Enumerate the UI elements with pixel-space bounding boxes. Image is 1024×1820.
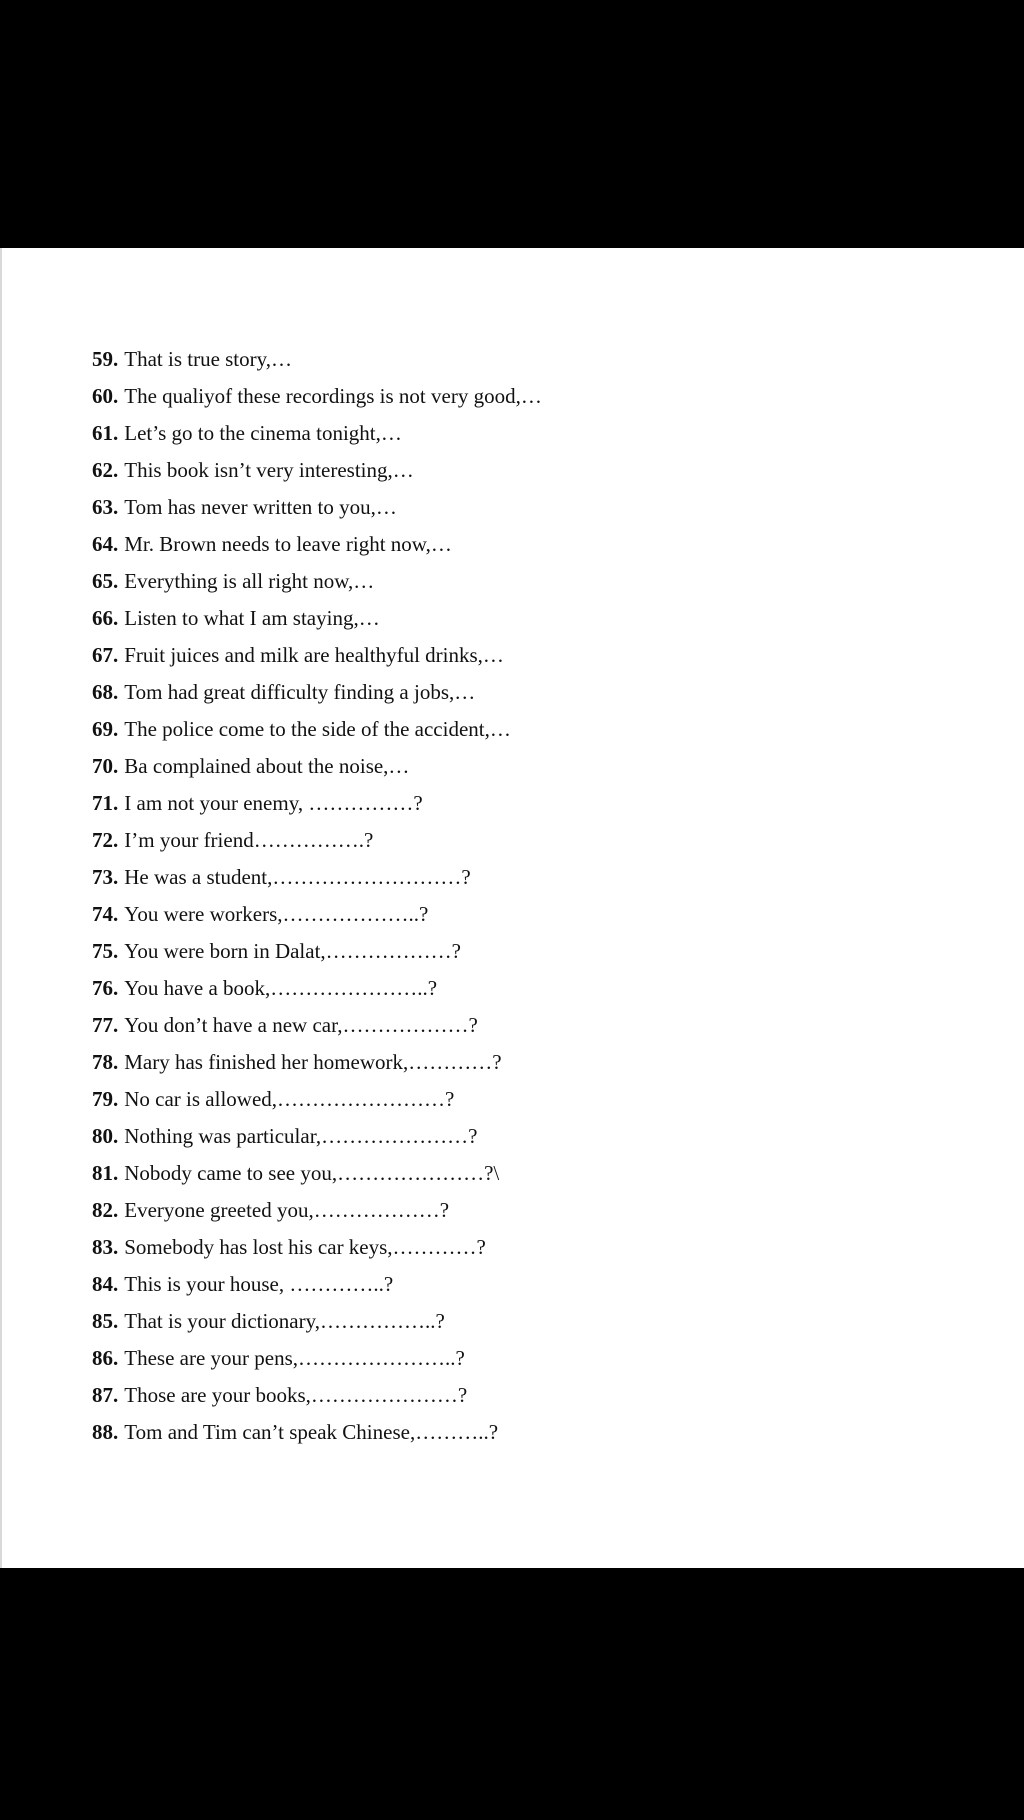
exercise-text: The police come to the side of the accident,… xyxy=(124,717,511,741)
exercise-text: Mr. Brown needs to leave right now,… xyxy=(124,532,452,556)
exercise-item xyxy=(92,970,542,1007)
exercise-item xyxy=(92,637,542,674)
exercise-item xyxy=(92,896,542,933)
exercise-number: 72. xyxy=(92,828,119,852)
exercise-text: Listen to what I am staying,… xyxy=(124,606,380,630)
exercise-number: 66. xyxy=(92,606,119,630)
exercise-text: These are your pens,…………………..? xyxy=(124,1346,465,1370)
exercise-number: 86. xyxy=(92,1346,119,1370)
exercise-number: 68. xyxy=(92,680,119,704)
exercise-item xyxy=(92,748,542,785)
document-page xyxy=(0,248,1024,1568)
exercise-text: Mary has finished her homework,…………? xyxy=(124,1050,502,1074)
exercise-number: 74. xyxy=(92,902,119,926)
exercise-item xyxy=(92,1266,542,1303)
exercise-text: You were workers,………………..? xyxy=(124,902,429,926)
exercise-number: 82. xyxy=(92,1198,119,1222)
exercise-number: 60. xyxy=(92,384,119,408)
exercise-item xyxy=(92,563,542,600)
exercise-text: That is true story,… xyxy=(124,347,293,371)
exercise-number: 71. xyxy=(92,791,119,815)
exercise-number: 78. xyxy=(92,1050,119,1074)
exercise-item xyxy=(92,1192,542,1229)
exercise-item xyxy=(92,1414,542,1451)
exercise-text: That is your dictionary,……………..? xyxy=(124,1309,445,1333)
exercise-item xyxy=(92,1118,542,1155)
exercise-text: Nothing was particular,…………………? xyxy=(124,1124,478,1148)
exercise-number: 79. xyxy=(92,1087,119,1111)
exercise-text: He was a student,………………………? xyxy=(124,865,471,889)
exercise-item xyxy=(92,822,542,859)
exercise-number: 63. xyxy=(92,495,119,519)
exercise-number: 70. xyxy=(92,754,119,778)
exercise-text: Tom and Tim can’t speak Chinese,………..? xyxy=(124,1420,499,1444)
exercise-item xyxy=(92,1303,542,1340)
exercise-list xyxy=(92,341,542,1451)
exercise-number: 87. xyxy=(92,1383,119,1407)
exercise-text: Tom has never written to you,… xyxy=(124,495,397,519)
exercise-text: You have a book,…………………..? xyxy=(124,976,438,1000)
exercise-number: 61. xyxy=(92,421,119,445)
exercise-item xyxy=(92,1081,542,1118)
exercise-item xyxy=(92,526,542,563)
exercise-text: You were born in Dalat,………………? xyxy=(124,939,461,963)
exercise-item xyxy=(92,859,542,896)
exercise-item xyxy=(92,341,542,378)
exercise-item xyxy=(92,489,542,526)
exercise-text: Nobody came to see you,…………………?\ xyxy=(124,1161,500,1185)
exercise-text: The qualiyof these recordings is not very good,… xyxy=(124,384,542,408)
exercise-item xyxy=(92,378,542,415)
exercise-number: 85. xyxy=(92,1309,119,1333)
exercise-text: Tom had great difficulty finding a jobs,… xyxy=(124,680,476,704)
exercise-item xyxy=(92,1377,542,1414)
exercise-item xyxy=(92,1155,542,1192)
exercise-number: 73. xyxy=(92,865,119,889)
exercise-number: 69. xyxy=(92,717,119,741)
exercise-item xyxy=(92,933,542,970)
exercise-number: 83. xyxy=(92,1235,119,1259)
exercise-item xyxy=(92,711,542,748)
exercise-item xyxy=(92,785,542,822)
exercise-number: 75. xyxy=(92,939,119,963)
exercise-text: Ba complained about the noise,… xyxy=(124,754,410,778)
exercise-text: This is your house, …………..? xyxy=(124,1272,394,1296)
exercise-item xyxy=(92,1007,542,1044)
exercise-item xyxy=(92,674,542,711)
exercise-item xyxy=(92,1340,542,1377)
exercise-text: You don’t have a new car,………………? xyxy=(124,1013,478,1037)
exercise-text: No car is allowed,……………………? xyxy=(124,1087,455,1111)
exercise-item xyxy=(92,1229,542,1266)
exercise-item xyxy=(92,1044,542,1081)
exercise-text: I am not your enemy, ……………? xyxy=(124,791,423,815)
exercise-item xyxy=(92,600,542,637)
exercise-item xyxy=(92,415,542,452)
exercise-text: Fruit juices and milk are healthyful drinks,… xyxy=(124,643,504,667)
exercise-number: 67. xyxy=(92,643,119,667)
exercise-number: 80. xyxy=(92,1124,119,1148)
exercise-text: Somebody has lost his car keys,…………? xyxy=(124,1235,486,1259)
exercise-text: Everyone greeted you,………………? xyxy=(124,1198,450,1222)
exercise-text: Let’s go to the cinema tonight,… xyxy=(124,421,402,445)
exercise-item xyxy=(92,452,542,489)
exercise-number: 64. xyxy=(92,532,119,556)
exercise-text: Those are your books,…………………? xyxy=(124,1383,468,1407)
exercise-number: 62. xyxy=(92,458,119,482)
exercise-number: 77. xyxy=(92,1013,119,1037)
exercise-text: This book isn’t very interesting,… xyxy=(124,458,414,482)
exercise-number: 88. xyxy=(92,1420,119,1444)
exercise-number: 81. xyxy=(92,1161,119,1185)
exercise-text: Everything is all right now,… xyxy=(124,569,375,593)
exercise-number: 76. xyxy=(92,976,119,1000)
exercise-number: 65. xyxy=(92,569,119,593)
exercise-number: 59. xyxy=(92,347,119,371)
exercise-text: I’m your friend…………….? xyxy=(124,828,374,852)
exercise-number: 84. xyxy=(92,1272,119,1296)
